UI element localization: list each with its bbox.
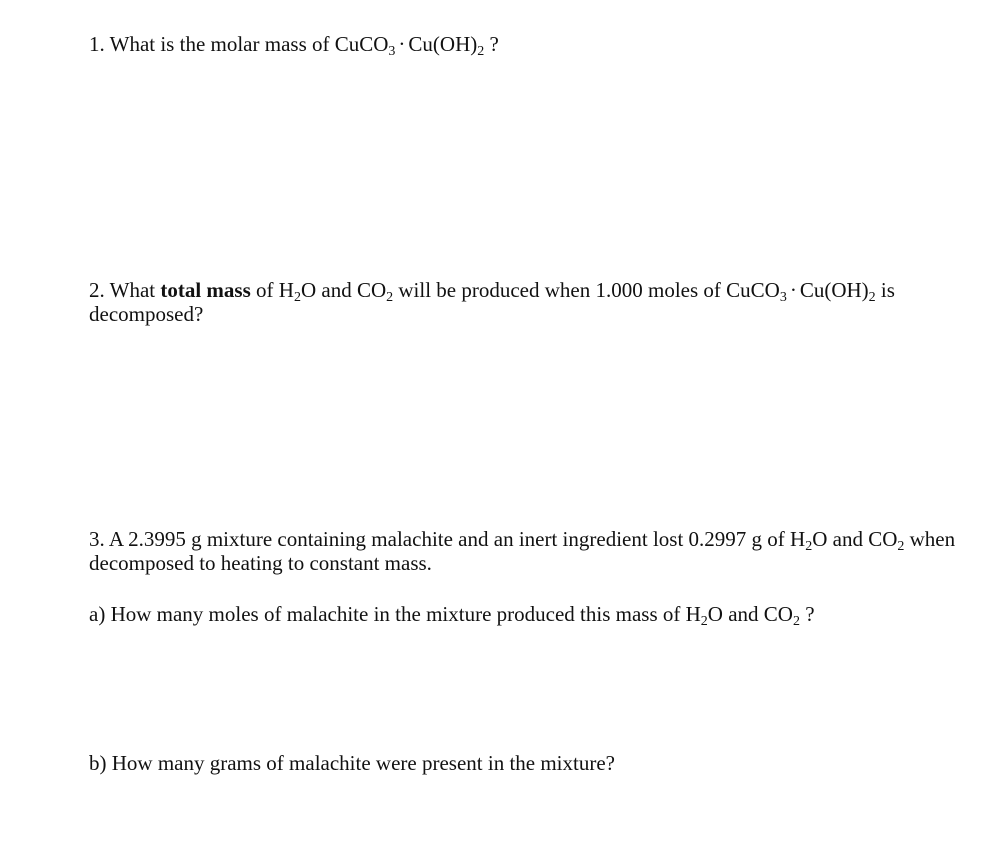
- question-2-formula: Cu(OH): [799, 278, 869, 302]
- subscript: 2: [293, 290, 301, 305]
- question-2-text: of H: [250, 278, 294, 302]
- question-2-text: 2. What: [89, 278, 161, 302]
- emphasis-total-mass: total mass: [160, 278, 251, 302]
- subscript: 2: [700, 614, 708, 629]
- subscript: 2: [477, 44, 485, 59]
- question-3-text: O and CO: [812, 527, 898, 551]
- subscript: 2: [897, 539, 905, 554]
- subscript: 2: [868, 290, 876, 305]
- question-mark: ?: [799, 602, 815, 626]
- question-3b: [89, 751, 969, 775]
- question-3-text: 3. A 2.3995 g mixture containing malachite and an inert ingredient lost 0.2997 g of H: [89, 527, 806, 551]
- question-2-text: is decomposed?: [89, 278, 895, 326]
- question-mark: ?: [484, 32, 499, 56]
- question-2-text: O and CO: [300, 278, 387, 302]
- question-3-text: when decomposed to heating to constant mass.: [89, 527, 956, 575]
- question-3a-text: a) How many moles of malachite in the mixture produced this mass of H: [89, 602, 701, 626]
- question-3a-text: O and CO: [707, 602, 793, 626]
- question-2-text: will be produced when 1.000 moles of CuCO: [393, 278, 780, 302]
- question-1: [89, 32, 969, 59]
- question-3: [89, 527, 969, 575]
- subscript: 2: [386, 290, 394, 305]
- subscript: 2: [805, 539, 813, 554]
- question-3a: [89, 602, 969, 629]
- subscript: 3: [779, 290, 787, 305]
- question-3b-text: b) How many grams of malachite were present in the mixture?: [89, 751, 615, 775]
- middle-dot: ·: [789, 278, 797, 302]
- question-2: [89, 278, 969, 326]
- middle-dot: ·: [398, 32, 406, 56]
- question-1-formula: Cu(OH): [408, 32, 478, 56]
- subscript: 3: [388, 44, 396, 59]
- subscript: 2: [792, 614, 800, 629]
- question-1-text: 1. What is the molar mass of CuCO: [89, 32, 389, 56]
